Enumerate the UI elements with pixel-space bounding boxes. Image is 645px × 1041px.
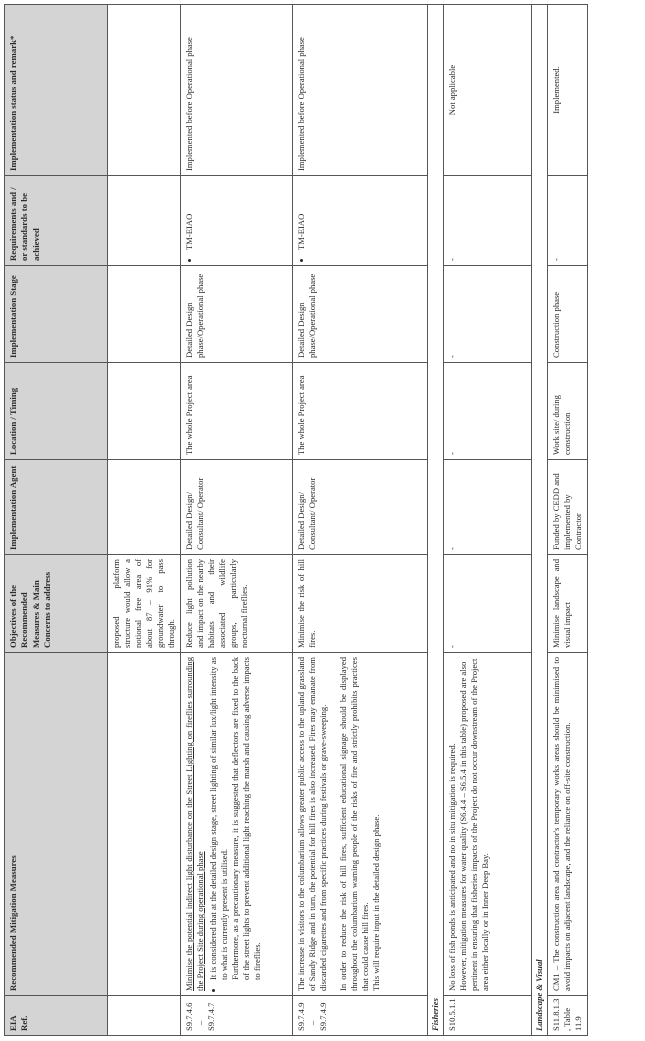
header-objectives: Objectives of the Recommended Measures & Main Concerns to address	[5, 555, 108, 653]
ref-dash: –	[307, 1020, 317, 1025]
ref-start: S9.7.4.9	[296, 1002, 306, 1031]
cell-location	[108, 363, 181, 460]
requirement-item: • TM-EIAO	[296, 180, 307, 250]
cell-ref	[293, 996, 428, 1036]
header-status-remark: Implementation status and remark*	[5, 5, 108, 176]
measure-paragraph-3: This will require input in the detailed design phase.	[371, 814, 381, 991]
cell-agent: Funded by CEDD and implemented by Contractor	[548, 460, 588, 555]
ref-end: S9.7.4.9	[318, 1002, 328, 1031]
cell-measures	[181, 653, 293, 996]
cell-location: -	[444, 363, 532, 460]
measure-bullet: • It is considered that at the detailed design stage, street lighting of similar lux/light intensity as to what is currently present is utilised.	[208, 657, 230, 980]
ref-dash: –	[195, 1020, 205, 1025]
section-row-fisheries	[428, 5, 444, 1036]
cell-ref	[108, 996, 181, 1036]
ref-start: S9.7.4.6	[184, 1002, 194, 1031]
measure-paragraph: Furthermore, as a precautionary measure, it is suggested that deflectors are fixed to the back of the street lights to prevent additional light reaching the marsh and causing adverse impacts to fireflies.	[230, 657, 262, 980]
table-row	[548, 5, 588, 1036]
table-header-row	[5, 5, 108, 1036]
cell-requirements: -	[548, 176, 588, 266]
cell-measures: CM1 – The construction area and contractor's temporary works areas should be minimised to avoid impacts on adjacent landscape, and the reliance on off-site construction.	[548, 653, 588, 996]
cell-requirements	[108, 176, 181, 266]
table-row	[181, 5, 293, 1036]
cell-location: Work site/ during construction	[548, 363, 588, 460]
table-row	[293, 5, 428, 1036]
requirements-list	[296, 180, 307, 261]
cell-location: The whole Project area	[181, 363, 293, 460]
header-requirements: Requirements and / or standards to be achieved	[5, 176, 108, 266]
cell-requirements	[181, 176, 293, 266]
cell-objectives: -	[444, 555, 532, 653]
cell-ref: S10.5.1.1	[444, 996, 532, 1036]
cell-agent: -	[444, 460, 532, 555]
section-title: Fisheries	[428, 5, 444, 1036]
cell-stage: Construction phase	[548, 266, 588, 363]
cell-stage: Detailed Design phase/Operational phase	[181, 266, 293, 363]
cell-agent	[108, 460, 181, 555]
requirement-item: • TM-EIAO	[184, 180, 195, 250]
measure-line-1: No loss of fish ponds is anticipated and no in situ mitigation is required.	[447, 743, 457, 991]
cell-status: Implemented before Operational phase	[293, 5, 428, 176]
measure-title: Minimise the potential indirect light disturbance on the Street Lighting on fireflies surrounding the Project Site during operational phase	[184, 657, 205, 991]
mitigation-measures-table	[4, 4, 588, 1036]
cell-measures	[444, 653, 532, 996]
header-eia-ref: EIA Ref.	[5, 996, 108, 1036]
cell-stage: Detailed Design phase/Operational phase	[293, 266, 428, 363]
cell-ref	[181, 996, 293, 1036]
table-row	[108, 5, 181, 1036]
cell-measures	[293, 653, 428, 996]
table-row	[444, 5, 532, 1036]
cell-status: Implemented.	[548, 5, 588, 176]
header-mitigation-measures: Recommended Mitigation Measures	[5, 653, 108, 996]
cell-stage: -	[444, 266, 532, 363]
ref-end: S9.7.4.7	[206, 1002, 216, 1031]
cell-agent: Detailed Design/ Consultant/ Operator	[181, 460, 293, 555]
section-row-landscape-visual	[532, 5, 548, 1036]
cell-status: Not applicable	[444, 5, 532, 176]
measure-line-2: However, mitigation measures for water quality (S6.4.4 – S6.5.4 in this table) proposed are also pertinent in ensuring that fisheries impacts of the Project do not occur downstream of the Project area either locally or in Inner Deep Bay.	[458, 658, 490, 991]
measure-bullet-list	[208, 657, 230, 991]
cell-objectives: Minimise the risk of hill fires.	[293, 555, 428, 653]
cell-stage	[108, 266, 181, 363]
header-implementation-stage: Implementation Stage	[5, 266, 108, 363]
cell-ref: S11.8.1.3 , Table 11.9	[548, 996, 588, 1036]
cell-requirements	[293, 176, 428, 266]
cell-status: Implemented before Operational phase	[181, 5, 293, 176]
cell-objectives: Minimise landscape and visual impact	[548, 555, 588, 653]
header-location-timing: Location / Timing	[5, 363, 108, 460]
requirements-list	[184, 180, 195, 261]
measure-paragraph-1: The increase in visitors to the columbarium allows greater public access to the upland grassland of Sandy Ridge and in turn, the potential for hill fires is also increased. Fires may emanate from discarded cigarettes and from specific practices during festivals or grave-sweeping.	[296, 657, 328, 991]
cell-objectives: proposed platform structure would allow a notional free area of about 87 – 91% for groundwater to pass through.	[108, 555, 181, 653]
measure-paragraph-2: In order to reduce the risk of hill fires, sufficient educational signage should be displayed throughout the columbarium warning people of the risks of fire and strictly prohibits practices that could cause hill fires.	[338, 657, 370, 991]
cell-status	[108, 5, 181, 176]
header-implementation-agent: Implementation Agent	[5, 460, 108, 555]
section-title: Landscape & Visual	[532, 5, 548, 1036]
cell-measures	[108, 653, 181, 996]
cell-agent: Detailed Design/ Consultant/ Operator	[293, 460, 428, 555]
cell-location: The whole Project area	[293, 363, 428, 460]
cell-objectives: Reduce light pollution and impact on the nearby habitats and their associated wildlife groups, particularly nocturnal fireflies.	[181, 555, 293, 653]
cell-requirements: -	[444, 176, 532, 266]
